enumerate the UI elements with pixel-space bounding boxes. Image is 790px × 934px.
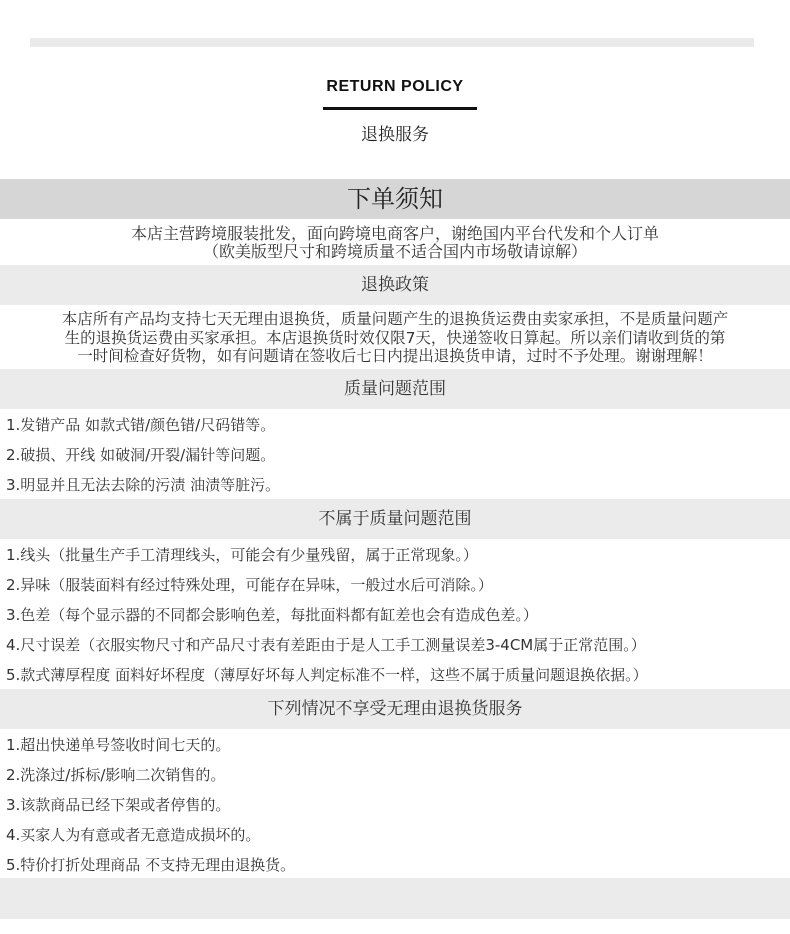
order-notice-line-2: （欧美版型尺寸和跨境质量不适合国内市场敬请谅解） <box>202 242 587 261</box>
return-policy-line-3: 一时间检查好货物，如有问题请在签收后七日内提出退换货申请，过时不予处理。谢谢理解！ <box>77 347 713 365</box>
not-quality-scope-item-3: 3.色差（每个显示器的不同都会影响色差，每批面料都有缸差也会有造成色差。） <box>6 606 538 624</box>
return-policy-line-2: 生的退换货运费由买家承担。本店退换货时效仅限7天，快递签收日算起。所以亲们请收到货的第 <box>64 328 726 347</box>
not-quality-scope-item-1: 1.线头（批量生产手工清理线头，可能会有少量残留，属于正常现象。） <box>6 546 478 564</box>
not-quality-scope-item-2: 2.异味（服装面料有经过特殊处理，可能存在异味，一般过水后可消除。） <box>6 576 493 594</box>
no-return-case-item-1: 1.超出快递单号签收时间七天的。 <box>6 736 231 754</box>
not-quality-scope-item-4: 4.尺寸误差（衣服实物尺寸和产品尺寸表有差距由于是人工手工测量误差3-4CM属于正常范围。） <box>6 636 646 654</box>
quality-scope-item-3: 3.明显并且无法去除的污渍 油渍等脏污。 <box>6 476 281 494</box>
order-notice-heading: 下单须知 <box>0 179 790 219</box>
no-return-case-item-2: 2.洗涤过/拆标/影响二次销售的。 <box>6 766 226 784</box>
not-quality-scope-heading: 不属于质量问题范围 <box>0 499 790 539</box>
not-quality-scope-item-5: 5.款式薄厚程度 面料好坏程度（薄厚好坏每人判定标准不一样，这些不属于质量问题退换依据。） <box>6 666 648 684</box>
return-policy-line-1: 本店所有产品均支持七天无理由退换货，质量问题产生的退换货运费由卖家承担，不是质量问题产 <box>61 310 729 328</box>
return-policy-paragraph <box>4 310 786 366</box>
no-return-case-item-5: 5.特价打折处理商品 不支持无理由退换货。 <box>6 856 296 874</box>
return-policy-title: RETURN POLICY <box>326 78 464 95</box>
no-return-cases-heading: 下列情况不享受无理由退换货服务 <box>0 689 790 729</box>
order-notice-line-1: 本店主营跨境服装批发，面向跨境电商客户，谢绝国内平台代发和个人订单 <box>130 224 659 243</box>
quality-scope-item-1: 1.发错产品 如款式错/颜色错/尺码错等。 <box>6 416 276 434</box>
bottom-band <box>0 878 790 919</box>
quality-scope-item-2: 2.破损、开线 如破洞/开裂/漏针等问题。 <box>6 446 276 464</box>
no-return-case-item-3: 3.该款商品已经下架或者停售的。 <box>6 796 231 814</box>
return-policy-heading: 退换政策 <box>0 265 790 305</box>
no-return-case-item-4: 4.买家人为有意或者无意造成损坏的。 <box>6 826 261 844</box>
quality-scope-heading: 质量问题范围 <box>0 369 790 409</box>
top-divider-bar <box>30 38 754 47</box>
title-underline <box>323 107 477 110</box>
return-service-subtitle: 退换服务 <box>361 125 429 145</box>
